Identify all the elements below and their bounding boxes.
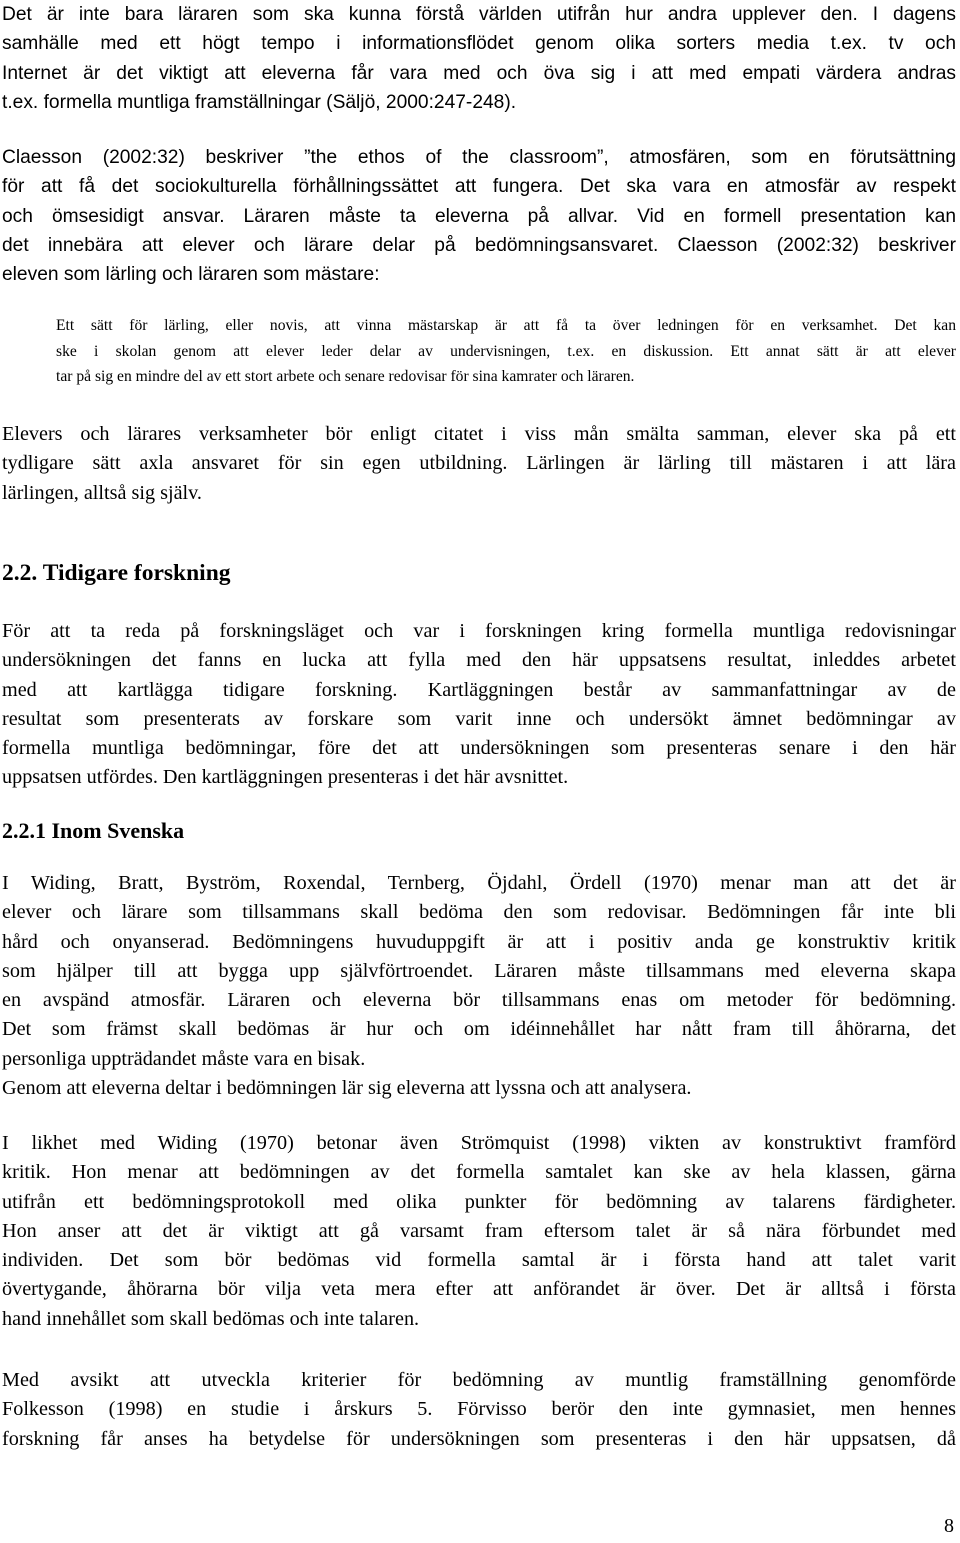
text-line: Folkesson (1998) en studie i årskurs 5. Förvisso berör den inte gymnasiet, men hennes: [2, 1398, 956, 1421]
text-line: det innebära att elever och lärare delar på bedömningsansvaret. Claesson (2002:32) beskriver: [2, 234, 956, 256]
paragraph-folkesson: [2, 1366, 956, 1454]
text-line: för att få det sociokulturella förhållningssättet att fungera. Det ska vara en atmosfär av respekt: [2, 176, 956, 198]
text-line: kritik. Hon menar att bedömningen av det formella samtalet kan ske av hela klassen, gärna: [2, 1161, 956, 1184]
text-line: För att ta reda på forskningsläget och var i forskningen kring formella muntliga redovisningar: [2, 620, 956, 642]
text-line: I likhet med Widing (1970) betonar även Strömquist (1998) vikten av konstruktivt framförd: [2, 1132, 956, 1154]
section-heading-tidigare-forskning: 2.2. Tidigare forskning: [2, 560, 231, 586]
text-line: utifrån ett bedömningsprotokoll med olika punkter för bedömning av talarens färdigheter.: [2, 1190, 956, 1213]
text-line: forskning får anses ha betydelse för undersökningen som presenteras i den här uppsatsen, då: [2, 1427, 956, 1450]
text-line: hand innehållet som skall bedömas och inte talaren.: [2, 1307, 420, 1330]
text-line: hård och onyanserad. Bedömningens huvuduppgift är att i positiv anda ge konstruktiv kritik: [2, 930, 956, 953]
text-line: och ömsesidigt ansvar. Läraren måste ta eleverna på allvar. Vid en formell presentation kan: [2, 205, 956, 227]
text-line: t.ex. formella muntliga framställningar (Säljö, 2000:247-248).: [2, 91, 517, 113]
text-line: eleven som lärling och läraren som mästare:: [2, 264, 380, 286]
paragraph-research-overview: [2, 617, 956, 793]
text-line: Hon anser att det är viktigt att gå varsamt fram eftersom talet är så nära förbundet med: [2, 1219, 956, 1242]
paragraph-intro: [2, 0, 956, 117]
text-line: en avspänd atmosfär. Läraren och eleverna bör tillsammans enas om metoder för bedömning.: [2, 989, 956, 1012]
subsection-heading-inom-svenska: 2.2.1 Inom Svenska: [2, 818, 185, 843]
text-line: uppsatsen utfördes. Den kartläggningen presenteras i det här avsnittet.: [2, 766, 569, 789]
text-line: tar på sig en mindre del av ett stort arbete och senare redovisar för sina kamrater och läraren.: [56, 368, 635, 385]
text-line: Med avsikt att utveckla kriterier för bedömning av muntlig framställning genomförde: [2, 1369, 956, 1391]
paragraph-claesson: [2, 143, 956, 289]
text-line: Elevers och lärares verksamheter bör enligt citatet i viss mån smälta samman, elever ska på ett: [2, 423, 956, 445]
text-line: tydligare sätt axla ansvaret för sin egen utbildning. Lärlingen är lärling till mästaren i att lära: [2, 452, 956, 475]
paragraph-widing: [2, 869, 956, 1103]
text-line: Genom att eleverna deltar i bedömningen lär sig eleverna att lyssna och att analysera.: [2, 1077, 692, 1100]
text-line: resultat som presenterats av forskare som varit inne och undersökt ämnet bedömningar av: [2, 707, 956, 730]
text-line: individen. Det som bör bedömas vid formella samtal är i första hand att talet varit: [2, 1249, 956, 1272]
text-line: I Widing, Bratt, Byström, Roxendal, Ternberg, Öjdahl, Ördell (1970) menar man att det är: [2, 872, 956, 894]
text-line: Claesson (2002:32) beskriver ”the ethos of the classroom”, atmosfären, som en förutsättning: [2, 147, 956, 168]
text-line: med att kartlägga tidigare forskning. Kartläggningen består av sammanfattningar av de: [2, 678, 956, 701]
paragraph-stromquist: [2, 1129, 956, 1334]
text-line: ske i skolan genom att elever leder delar av undervisningen, t.ex. en diskussion. Ett annat sätt är att elever: [56, 342, 956, 360]
paragraph-quote-commentary: [2, 420, 956, 508]
text-line: lärlingen, alltså sig själv.: [2, 481, 202, 504]
text-line: Det är inte bara läraren som ska kunna förstå världen utifrån hur andra upplever den. I dagens: [2, 4, 956, 25]
text-line: formella muntliga bedömningar, före det att undersökningen som presenteras senare i den här: [2, 737, 956, 760]
block-quote: [56, 313, 956, 390]
text-line: samhälle med ett högt tempo i informationsflödet genom olika sorters media t.ex. tv och: [2, 33, 956, 55]
text-line: Internet är det viktigt att eleverna får vara med och öva sig i att med empati värdera andras: [2, 62, 956, 84]
text-line: undersökningen det fanns en lucka att fylla med den här uppsatsens resultat, inleddes arbetet: [2, 649, 956, 672]
text-line: Det som främst skall bedömas är hur och om idéinnehållet har nått fram till åhörarna, det: [2, 1018, 956, 1041]
text-line: Ett sätt för lärling, eller novis, att vinna mästarskap är att få ta över ledningen för en verksamhet. Det kan: [56, 317, 956, 334]
text-line: övertygande, åhörarna bör vilja veta mera efter att anförandet är över. Det är alltså i första: [2, 1278, 956, 1301]
page-number: 8: [944, 1515, 954, 1537]
text-line: som hjälper till att bygga upp självförtroendet. Läraren måste tillsammans med eleverna skapa: [2, 959, 956, 982]
text-line: personliga uppträdandet måste vara en bisak.: [2, 1047, 366, 1070]
text-line: elever och lärare som tillsammans skall bedöma den som redovisar. Bedömningen får inte bli: [2, 901, 956, 924]
